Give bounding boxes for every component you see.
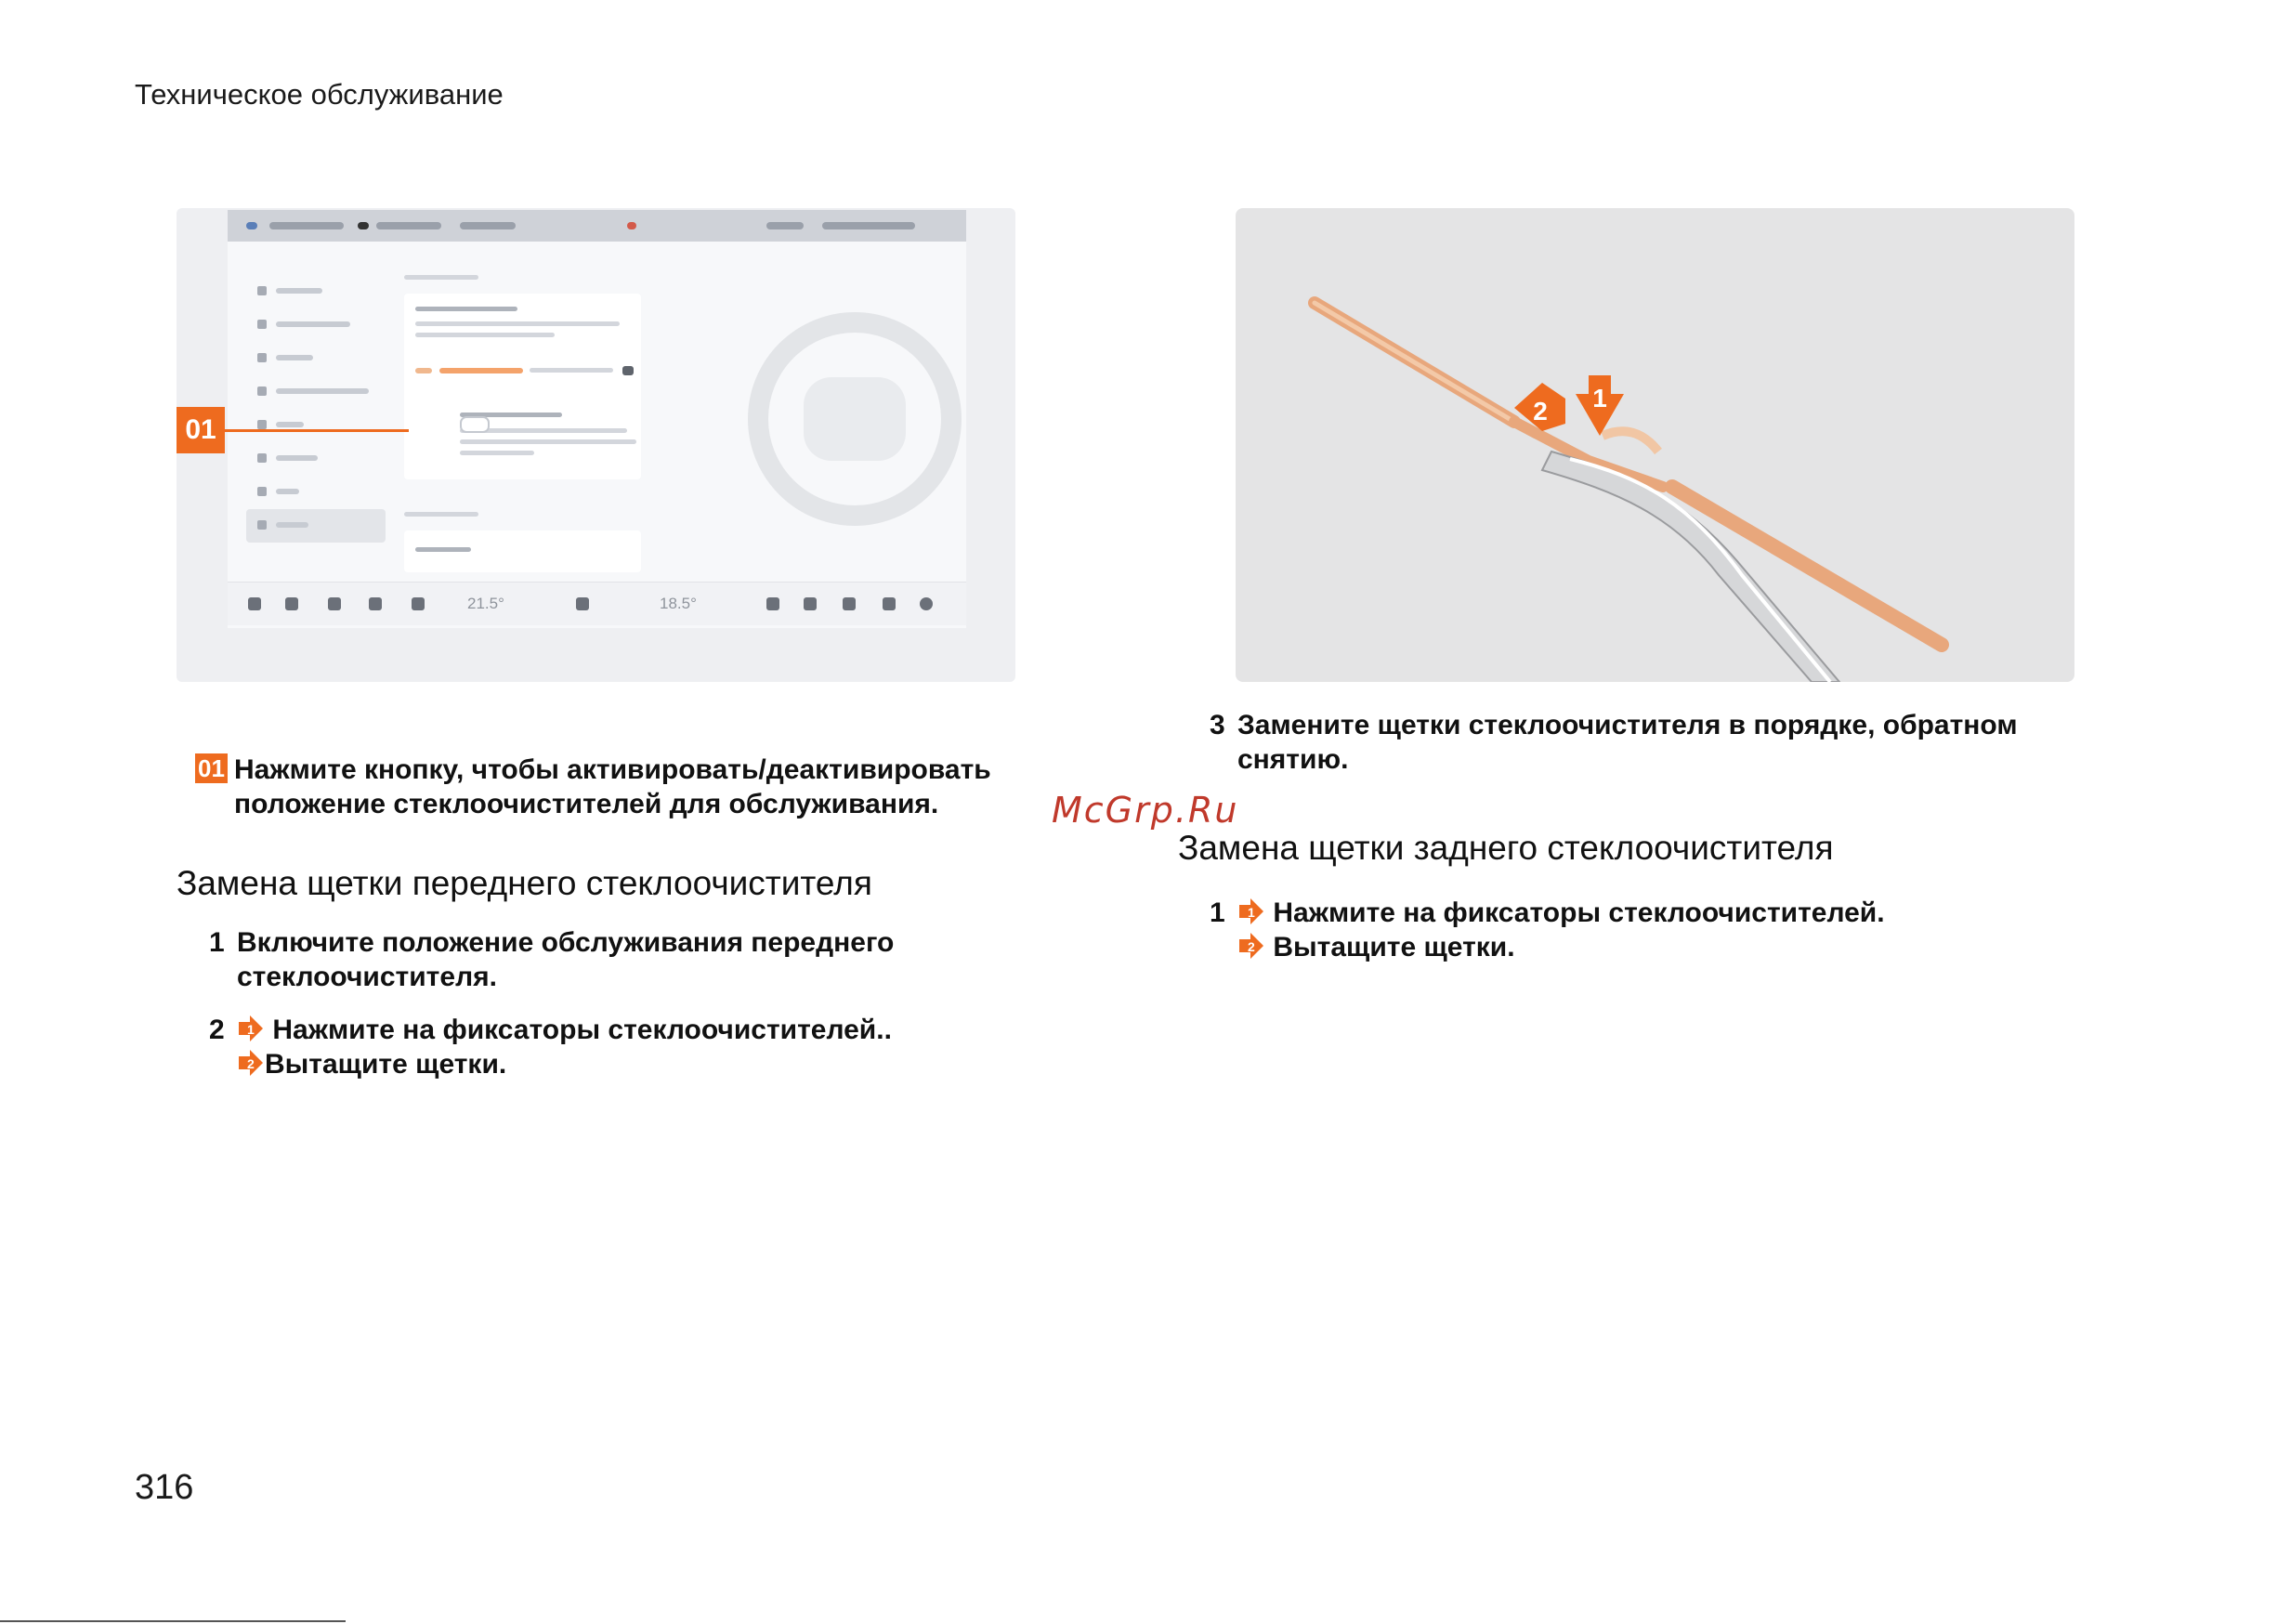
page-number: 316 [135, 1468, 194, 1507]
rear-wiper-heading: Замена щетки заднего стеклоочистителя [1178, 829, 1834, 867]
front-wiper-heading: Замена щетки переднего стеклоочистителя [177, 864, 872, 902]
step-2b-text: Вытащите щетки. [265, 1049, 507, 1080]
sidebar-item-label [276, 422, 304, 427]
wiper-blade-illustration [1236, 208, 2074, 682]
front-step-1 [209, 925, 1045, 1000]
setting-title-placeholder [415, 307, 517, 311]
svg-text:2: 2 [1248, 939, 1255, 954]
wiper-settings-screen-figure [177, 208, 1015, 682]
setting-text-placeholder [415, 321, 620, 326]
callout-leader-line [225, 429, 409, 432]
sidebar-item-label [276, 489, 299, 494]
alert-icon [627, 222, 636, 229]
callout-01-caption [195, 753, 1050, 819]
sidebar-item [246, 275, 386, 308]
svg-text:2: 2 [247, 1056, 255, 1071]
cabin-temp-left: 21.5° [467, 595, 504, 612]
settings-sidebar [246, 275, 386, 543]
sidebar-item-label [276, 522, 308, 528]
arrow-1-icon [1576, 375, 1624, 436]
sidebar-item [246, 308, 386, 342]
rear-step-1b-text: Вытащите щетки. [1273, 932, 1515, 963]
sidebar-item [246, 342, 386, 375]
section-label-placeholder [404, 275, 478, 280]
rear-step-1 [1210, 896, 2083, 970]
sidebar-item-selected [246, 509, 386, 543]
bottom-rule [0, 1620, 346, 1622]
step-number: 1 [209, 927, 225, 958]
step-text [237, 1013, 1054, 1081]
screen-top-bar [228, 210, 966, 242]
svg-text:1: 1 [1248, 905, 1255, 920]
sidebar-item-icon [257, 386, 267, 396]
front-step-2 [209, 1013, 1045, 1087]
orange-arrow-2-icon [1237, 932, 1265, 960]
wiper-blade-removal-figure [1236, 208, 2074, 682]
sidebar-item [246, 409, 386, 442]
svg-text:2: 2 [1533, 397, 1548, 426]
svg-text:1: 1 [1592, 384, 1607, 413]
orange-arrow-2-icon [237, 1049, 265, 1077]
screen-dock [228, 582, 966, 625]
music-icon [843, 597, 856, 610]
watermark: McGrp.Ru [1052, 790, 1239, 831]
sidebar-item-icon [257, 320, 267, 329]
wiper-blade-highlight [1315, 303, 1514, 422]
sidebar-item [246, 476, 386, 509]
release-motion-arc [1603, 431, 1658, 452]
defrost-icon [369, 597, 382, 610]
sidebar-item-icon [257, 420, 267, 429]
section-label-placeholder [404, 512, 478, 517]
sidebar-item [246, 442, 386, 476]
sidebar-item-label [276, 288, 322, 294]
setting-text-placeholder [415, 333, 555, 337]
rear-step-1a-text: Нажмите на фиксаторы стеклоочистителей. [1273, 897, 1885, 928]
topbar-placeholder [269, 222, 344, 229]
wiper-service-toggle[interactable] [460, 416, 490, 433]
topbar-placeholder [460, 222, 516, 229]
setting-text-placeholder [460, 439, 636, 444]
app-icon [920, 597, 933, 610]
logo-icon [246, 222, 257, 229]
sidebar-item-label [276, 321, 350, 327]
orange-arrow-1-icon [237, 1015, 265, 1042]
running-head: Техническое обслуживание [135, 78, 504, 111]
sidebar-item-icon [257, 286, 267, 295]
step-text: Включите положение обслуживания переднего стеклоочистителя. [237, 927, 895, 992]
phone-icon [412, 597, 425, 610]
sidebar-item-icon [257, 353, 267, 362]
callout-01: 01 [177, 407, 225, 453]
step-text [1237, 896, 2055, 964]
cabin-temp-right: 18.5° [660, 595, 697, 612]
setting-title-placeholder [415, 547, 471, 552]
screen-mock [228, 210, 966, 628]
avatar [358, 222, 369, 229]
step-number: 2 [209, 1015, 225, 1045]
second-settings-panel [404, 530, 641, 572]
sidebar-item-label [276, 388, 369, 394]
step-2a-text: Нажмите на фиксаторы стеклоочистителей.. [272, 1015, 892, 1045]
callout-01-badge: 01 [195, 753, 228, 783]
sidebar-item-label [276, 355, 313, 360]
step-3 [1210, 708, 2083, 782]
climate-icon [576, 597, 589, 610]
grid-icon [883, 597, 896, 610]
step-number: 3 [1210, 710, 1225, 740]
sidebar-item-icon [257, 453, 267, 463]
rear-defrost-icon [804, 597, 817, 610]
wiper-settings-panel [404, 294, 641, 479]
orange-arrow-1-icon [1237, 897, 1265, 925]
fan-icon [328, 597, 341, 610]
step-text: Замените щетки стеклоочистителя в порядке, обратном снятию. [1237, 710, 2018, 775]
seat-icon [766, 597, 779, 610]
topbar-placeholder [766, 222, 804, 229]
car-settings-icon [285, 597, 298, 610]
sidebar-item-icon [257, 487, 267, 496]
sidebar-item-icon [257, 520, 267, 530]
callout-01-text: Нажмите кнопку, чтобы активировать/деактивировать положение стеклоочистителей для обслуживания. [234, 754, 991, 819]
setting-text-placeholder [460, 451, 534, 455]
step-number: 1 [1210, 897, 1225, 928]
sensitivity-slider-track [530, 368, 613, 373]
svg-text:1: 1 [247, 1022, 255, 1037]
sensitivity-slider-icon [415, 368, 432, 373]
topbar-placeholder [376, 222, 441, 229]
sidebar-item [246, 375, 386, 409]
topbar-placeholder [822, 222, 915, 229]
sidebar-item-label [276, 455, 318, 461]
sensitivity-slider-fill [439, 368, 523, 373]
sensitivity-slider-icon [622, 366, 634, 375]
car-icon [248, 597, 261, 610]
steering-wheel-hub-graphic [804, 377, 906, 461]
